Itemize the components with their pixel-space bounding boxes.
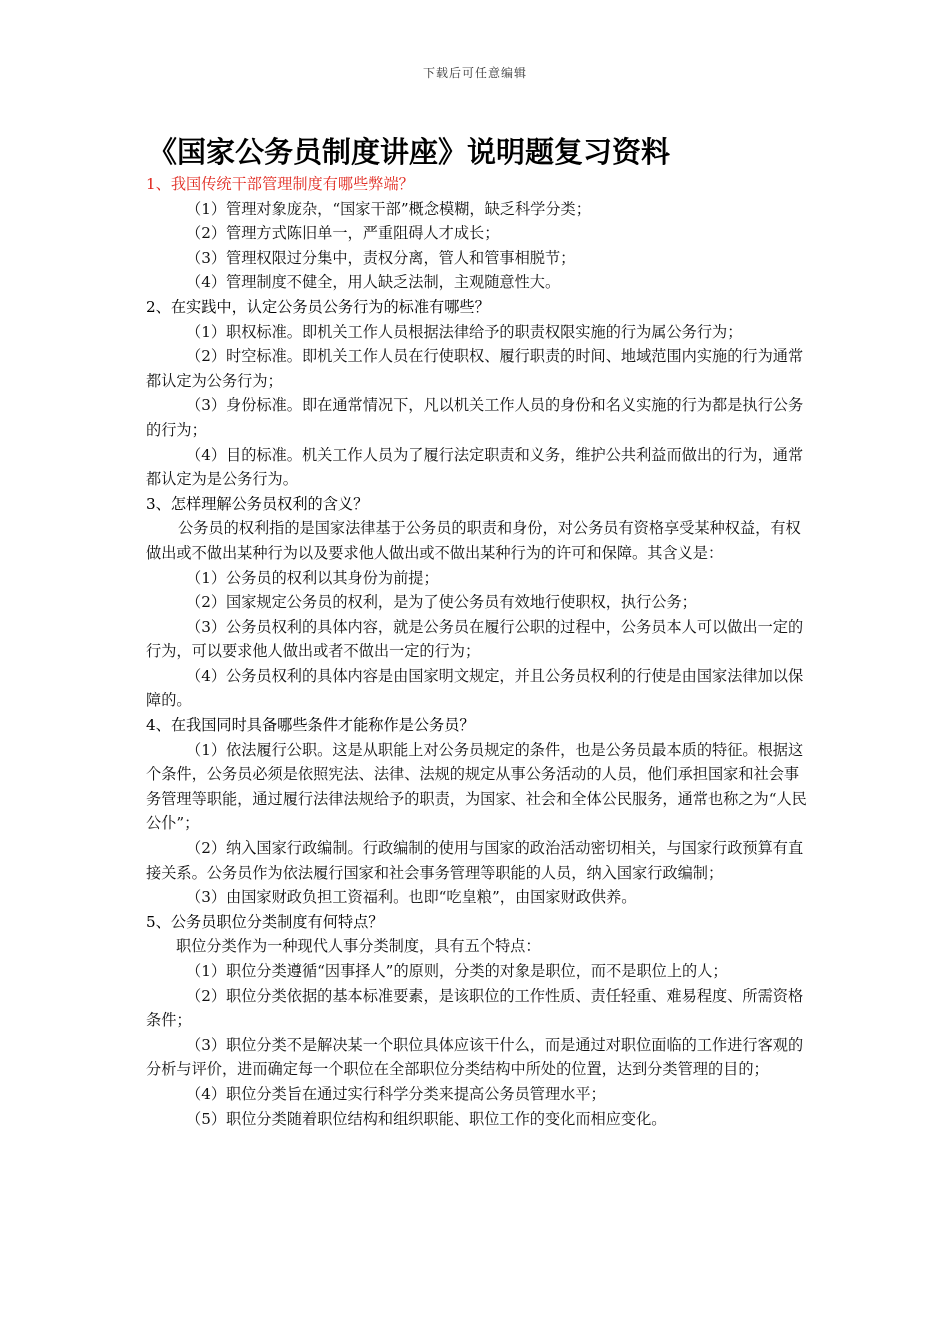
- q4-item-3: （3）由国家财政负担工资福利。也即“吃皇粮”，由国家财政供养。: [186, 888, 637, 907]
- q2-item-1: （1）职权标准。即机关工作人员根据法律给予的职责权限实施的行为属公务行为；: [186, 322, 743, 341]
- q1-item-3: （3）管理权限过分集中，责权分离，管人和管事相脱节；: [186, 248, 576, 267]
- q1-item-4: （4）管理制度不健全，用人缺乏法制，主观随意性大。: [186, 273, 561, 292]
- question-1: 1、我国传统干部管理制度有哪些弊端？: [146, 175, 414, 193]
- question-3: 3、怎样理解公务员权利的含义？: [146, 494, 369, 513]
- q2-item-2: （2）时空标准。即机关工作人员在行使职权、履行职责的时间、地域范围内实施的行为通常都认定为公务行为；: [146, 347, 804, 390]
- q3-intro: 公务员的权利指的是国家法律基于公务员的职责和身份，对公务员有资格享受某种权益，有权做出或不做出某种行为以及要求他人做出或不做出某种行为的许可和保障。其含义是：: [146, 519, 801, 562]
- q2-item-3: （3）身份标准。即在通常情况下，凡以机关工作人员的身份和名义实施的行为都是执行公务的行为；: [146, 396, 804, 439]
- document-body: [146, 172, 814, 1131]
- q5-item-1: （1）职位分类遵循“因事择人”的原则，分类的对象是职位，而不是职位上的人；: [186, 962, 728, 980]
- question-4: 4、在我国同时具备哪些条件才能称作是公务员？: [146, 716, 475, 735]
- q3-item-3: （3）公务员权利的具体内容，就是公务员在履行公职的过程中，公务员本人可以做出一定的行为，可以要求他人做出或者不做出一定的行为；: [146, 617, 804, 661]
- document-title: 《国家公务员制度讲座》说明题复习资料: [148, 135, 671, 169]
- download-watermark: 下载后可任意编辑: [422, 66, 527, 80]
- q3-item-4: （4）公务员权利的具体内容是由国家明文规定，并且公务员权利的行使是由国家法律加以保障的。: [146, 666, 804, 710]
- q4-item-1: （1）依法履行公职。这是从职能上对公务员规定的条件，也是公务员最本质的特征。根据这个条件，公务员必须是依照宪法、法律、法规的规定从事公务活动的人员，他们承担国家和社会事务管理等职能，通过履行法律法规给予的职责，为国家、社会和全体公民服务，通常也称之为“人民公仆”；: [146, 740, 807, 833]
- question-2: 2、在实践中，认定公务员公务行为的标准有哪些？: [146, 297, 490, 316]
- q5-item-4: （4）职位分类旨在通过实行科学分类来提高公务员管理水平；: [186, 1084, 606, 1103]
- q3-item-2: （2）国家规定公务员的权利，是为了使公务员有效地行使职权，执行公务；: [186, 593, 697, 612]
- question-5: 5、公务员职位分类制度有何特点？: [146, 912, 384, 931]
- q1-item-2: （2）管理方式陈旧单一，严重阻碍人才成长；: [186, 224, 500, 243]
- q5-item-5: （5）职位分类随着职位结构和组织职能、职位工作的变化而相应变化。: [186, 1109, 667, 1128]
- q2-item-4: （4）目的标准。机关工作人员为了履行法定职责和义务，维护公共利益而做出的行为，通常都认定为是公务行为。: [146, 445, 804, 489]
- q4-item-2: （2）纳入国家行政编制。行政编制的使用与国家的政治活动密切相关，与国家行政预算有直接关系。公务员作为依法履行国家和社会事务管理等职能的人员，纳入国家行政编制；: [146, 839, 804, 882]
- q1-item-1: （1）管理对象庞杂，“国家干部”概念模糊，缺乏科学分类；: [186, 199, 591, 218]
- q3-item-1: （1）公务员的权利以其身份为前提；: [186, 568, 439, 587]
- q5-item-3: （3）职位分类不是解决某一个职位具体应该干什么，而是通过对职位面临的工作进行客观的分析与评价，进而确定每一个职位在全部职位分类结构中所处的位置，达到分类管理的目的；: [146, 1035, 804, 1079]
- q5-intro: 职位分类作为一种现代人事分类制度，具有五个特点：: [176, 937, 541, 956]
- q5-item-2: （2）职位分类依据的基本标准要素，是该职位的工作性质、责任轻重、难易程度、所需资格条件；: [146, 986, 804, 1030]
